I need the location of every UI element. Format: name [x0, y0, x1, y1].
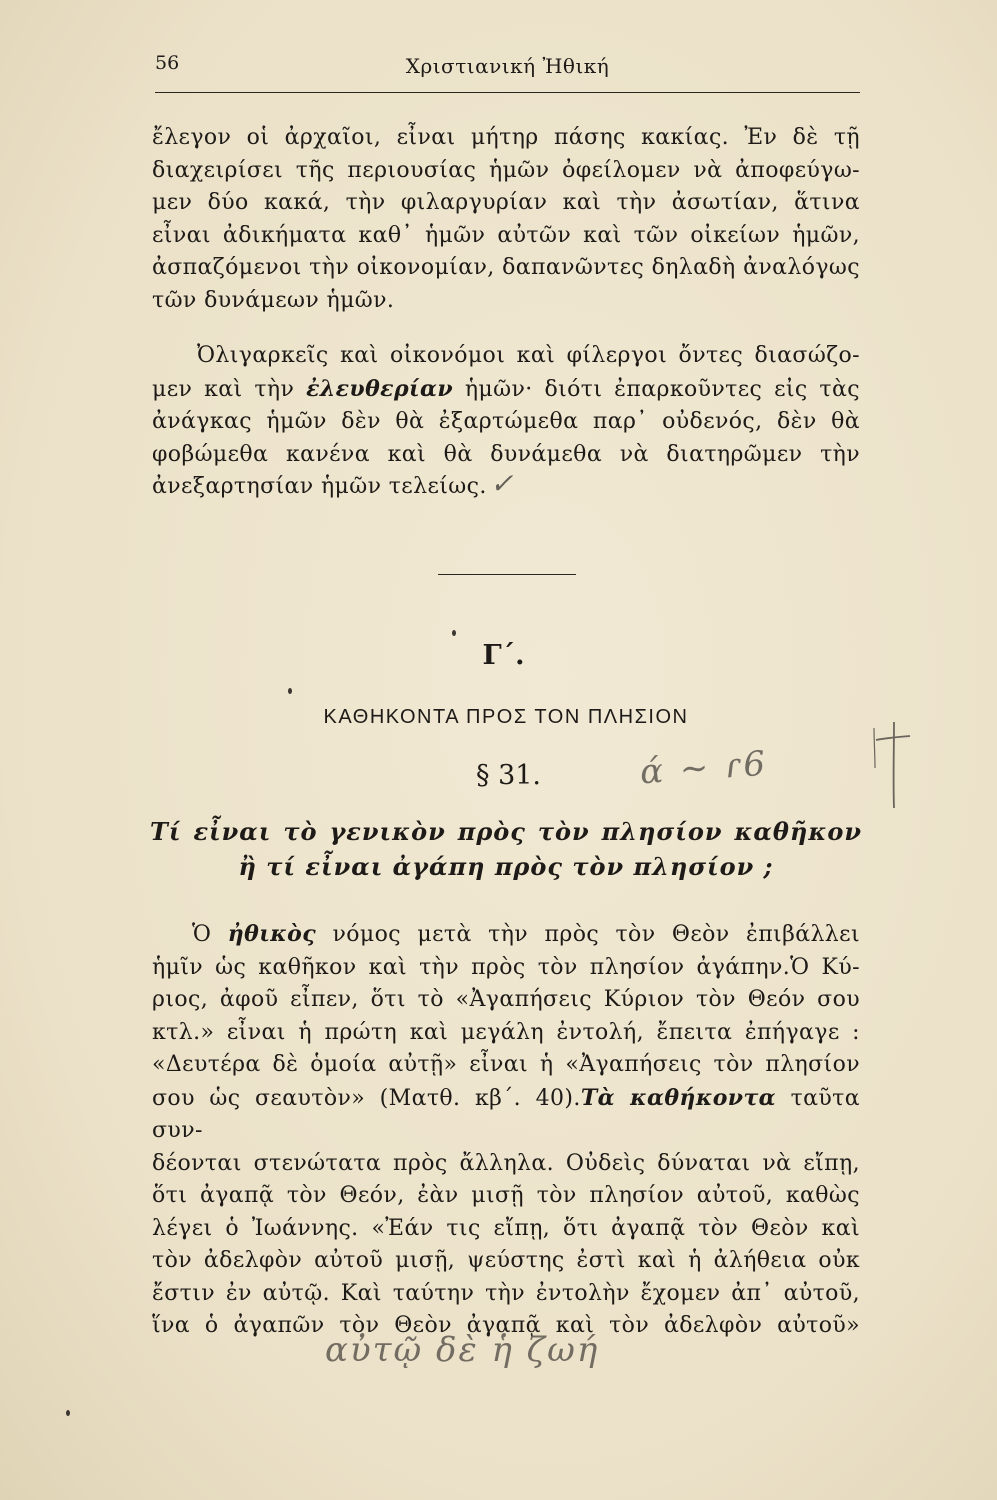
paragraph-3 [152, 918, 860, 1343]
ink-speck [66, 1410, 70, 1416]
section-divider [438, 574, 576, 575]
ink-speck [452, 630, 456, 636]
text-line: τῶν δυνάμεων ἡμῶν. [152, 287, 395, 313]
text-line: διαχειρίσει τῆς περιουσίας ἡμῶν ὀφείλομεν νὰ ἀποφεύγω- [152, 157, 860, 183]
question-heading [150, 814, 862, 884]
text-line [152, 918, 860, 952]
text-line: ἡμῖν ὡς καθῆκον καὶ τὴν πρὸς τὸν πλησίον ἀγάπην.Ὁ Κύ- [152, 954, 860, 980]
ink-speck [288, 688, 292, 694]
text-line: ἔστιν ἐν αὐτῷ. Καὶ ταύτην τὴν ἐντολὴν ἔχομεν ἀπ᾿ αὐτοῦ, [152, 1280, 860, 1306]
running-header [155, 52, 860, 93]
text-line: ἀσπαζόμενοι τὴν οἰκονομίαν, δαπανῶντες δηλαδὴ ἀναλόγως [152, 255, 860, 280]
section-letter: Γ΄. [482, 640, 525, 671]
text-line [152, 1082, 860, 1148]
emphasized-word: Τὰ καθήκοντα [580, 1084, 776, 1111]
text-run: Ὁ [192, 922, 212, 947]
emphasized-word: ἠθικὸς [227, 921, 317, 947]
text-line: «Δευτέρα δὲ ὁμοία αὐτῇ» εἶναι ἡ «Ἀγαπήσεις τὸν πλησίον [152, 1052, 860, 1077]
paragraph-number: § 31. [475, 760, 542, 791]
text-line [152, 373, 860, 407]
text-run: σου ὡς σεαυτὸν» (Ματθ. κβ΄. 40). [152, 1085, 581, 1111]
running-title: Χριστιανική Ἠθική [405, 54, 610, 78]
handwritten-note-bottom: αὐτῷ δὲ ἡ ζωή [325, 1330, 600, 1370]
text-line: ἀνεξαρτησίαν ἡμῶν τελείως. [152, 474, 487, 499]
handwritten-note-margin: ά ∼ ɾ6 [638, 743, 770, 793]
text-line: μεν δύο κακά, τὴν φιλαργυρίαν καὶ τὴν ἀσωτίαν, ἅτινα [152, 190, 860, 215]
question-line: ἢ τί εἶναι ἀγάπη πρὸς τὸν πλησίον ; [238, 852, 774, 881]
text-run: νόμος μετὰ τὴν πρὸς τὸν Θεὸν ἐπιβάλλει [332, 922, 860, 947]
text-line: ἀνάγκας ἡμῶν δὲν θὰ ἐξαρτώμεθα παρ᾿ οὐδενός, δὲν θὰ [152, 409, 860, 434]
text-run: μεν καὶ τὴν [152, 376, 295, 402]
text-line: δέονται στενώτατα πρὸς ἄλληλα. Οὐδεὶς δύναται νὰ εἴπῃ, [152, 1150, 860, 1176]
question-line: Τί εἶναι τὸ γενικὸν πρὸς τὸν πλησίον καθῆκον [150, 817, 862, 846]
text-line: εἶναι ἀδικήματα καθ᾿ ἡμῶν αὐτῶν καὶ τῶν οἰκείων ἡμῶν, [152, 222, 860, 248]
text-run: ταῦτα συν- [152, 1085, 860, 1143]
text-line: κτλ.» εἶναι ἡ πρώτη καὶ μεγάλη ἐντολή, ἔπειτα ἐπήγαγε : [152, 1019, 860, 1045]
text-line: λέγει ὁ Ἰωάννης. «Ἐάν τις εἴπῃ, ὅτι ἀγαπᾷ τὸν Θεὸν καὶ [152, 1215, 860, 1241]
text-line: Ὀλιγαρκεῖς καὶ οἰκονόμοι καὶ φίλεργοι ὄντες διασώζο- [197, 343, 860, 368]
text-line: ριος, ἀφοῦ εἶπεν, ὅτι τὸ «Ἀγαπήσεις Κύριον τὸν Θεόν σου [152, 987, 860, 1012]
handwritten-check-mark: ✓ [490, 467, 514, 500]
text-line: ὅτι ἀγαπᾷ τὸν Θεόν, ἐὰν μισῇ τὸν πλησίον αὐτοῦ, καθὼς [152, 1183, 860, 1208]
text-line: φοβώμεθα κανένα καὶ θὰ δυνάμεθα νὰ διατηρῶμεν τὴν [152, 441, 860, 467]
text-run: ἡμῶν· διότι ἐπαρκοῦντες εἰς τὰς [464, 376, 860, 402]
section-heading: ΚΑΘΗΚΟΝΤΑ ΠΡΟΣ ΤΟΝ ΠΛΗΣΙΟΝ [323, 706, 689, 728]
page-number: 56 [155, 52, 180, 74]
margin-cross-mark [872, 720, 912, 810]
emphasized-word: ἐλευθερίαν [306, 375, 454, 402]
text-line: τὸν ἀδελφὸν αὐτοῦ μισῇ, ψεύστης ἐστὶ καὶ ἡ ἀλήθεια οὐκ [152, 1248, 860, 1273]
text-line: ἵνα ὁ ἀγαπῶν τὸν Θεὸν ἀγαπᾷ καὶ τὸν ἀδελφὸν αὐτοῦ» [152, 1313, 860, 1338]
paragraph-1 [152, 122, 860, 317]
text-line: ἔλεγον οἱ ἀρχαῖοι, εἶναι μήτηρ πάσης κακίας. Ἐν δὲ τῇ [152, 125, 860, 150]
